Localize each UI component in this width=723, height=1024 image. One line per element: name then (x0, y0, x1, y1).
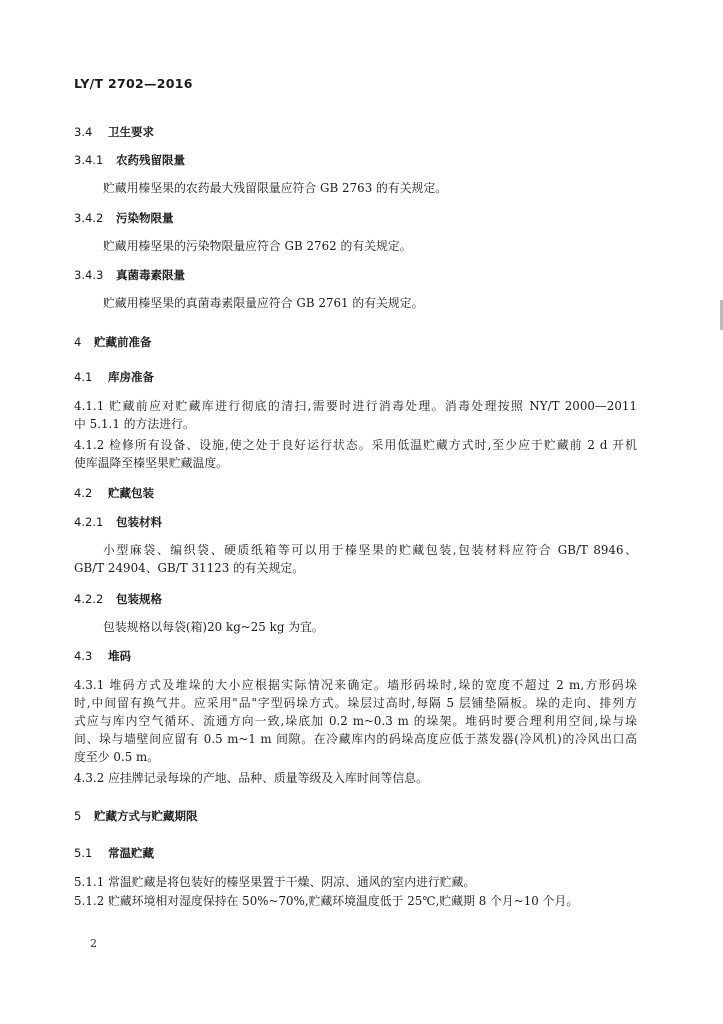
paragraph-4-1-2-line-2: 使库温降至榛坚果贮藏温度。 (74, 456, 229, 470)
section-number: 4.2.2 (74, 592, 104, 606)
heading-3-4 (74, 124, 154, 140)
heading-4-2-2 (74, 591, 162, 607)
paragraph-4-2-1-line-2: GB/T 24904、GB/T 31123 的有关规定。 (74, 561, 305, 575)
section-title: 堆码 (108, 649, 131, 663)
paragraph-5-1-1: 5.1.1 常温贮藏是将包装好的榛坚果置于干燥、阴凉、通风的室内进行贮藏。 (74, 875, 476, 889)
heading-3-4-2 (74, 210, 174, 226)
section-number: 4.2 (74, 486, 93, 500)
heading-5 (74, 808, 198, 824)
heading-4 (74, 334, 152, 350)
section-number: 5 (74, 809, 82, 823)
paragraph-4-2-1-line-1: 小型麻袋、编织袋、硬质纸箱等可以用于榛坚果的贮藏包装,包装材料应符合 GB/T 8946、 (103, 543, 637, 557)
heading-5-1 (74, 845, 154, 861)
section-number: 3.4 (74, 125, 93, 139)
paragraph-4-3-1-line-4: 间、垛与墙壁间应留有 0.5 m~1 m 间隙。在冷藏库内的码垛高度应低于蒸发器(冷风机)的冷风出口高 (74, 732, 637, 746)
section-title: 常温贮藏 (108, 846, 154, 860)
section-number: 4 (74, 335, 82, 349)
paragraph-4-1-1-line-1: 4.1.1 贮藏前应对贮藏库进行彻底的清扫,需要时进行消毒处理。消毒处理按照 NY/T 2000—2011 (74, 399, 637, 413)
paragraph-4-2-2: 包装规格以每袋(箱)20 kg~25 kg 为宜。 (103, 620, 324, 634)
section-number: 4.1 (74, 370, 93, 384)
page-number: 2 (90, 937, 97, 950)
paragraph-4-3-1-line-3: 式应与库内空气循环、流通方向一致,垛底加 0.2 m~0.3 m 的垛架。堆码时要合理利用空间,垛与垛 (74, 714, 637, 728)
standard-code-header: LY/T 2702—2016 (74, 76, 193, 91)
section-title: 贮藏包装 (108, 486, 154, 500)
section-number: 5.1 (74, 846, 93, 860)
section-title: 包装规格 (116, 592, 162, 606)
paragraph-4-3-2: 4.3.2 应挂牌记录每垛的产地、品种、质量等级及入库时间等信息。 (74, 771, 428, 785)
heading-4-2-1 (74, 514, 162, 530)
heading-4-2 (74, 485, 154, 501)
section-title: 贮藏前准备 (94, 335, 152, 349)
section-title: 农药残留限量 (116, 153, 185, 167)
section-title: 贮藏方式与贮藏期限 (94, 809, 198, 823)
paragraph-3-4-3: 贮藏用榛坚果的真菌毒素限量应符合 GB 2761 的有关规定。 (103, 296, 424, 310)
section-number: 3.4.1 (74, 153, 104, 167)
heading-4-3 (74, 648, 131, 664)
paragraph-4-3-1-line-5: 度至少 0.5 m。 (74, 750, 160, 764)
section-number: 3.4.2 (74, 211, 104, 225)
heading-3-4-1 (74, 152, 185, 168)
paragraph-3-4-1: 贮藏用榛坚果的农药最大残留限量应符合 GB 2763 的有关规定。 (103, 181, 448, 195)
section-title: 卫生要求 (108, 125, 154, 139)
section-title: 污染物限量 (116, 211, 174, 225)
section-number: 4.2.1 (74, 515, 104, 529)
paragraph-4-1-1-line-2: 中 5.1.1 的方法进行。 (74, 417, 195, 431)
section-title: 真菌毒素限量 (116, 268, 185, 282)
section-title: 库房准备 (108, 370, 154, 384)
heading-3-4-3 (74, 267, 185, 283)
paragraph-4-3-1-line-1: 4.3.1 堆码方式及堆垛的大小应根据实际情况来确定。墙形码垛时,垛的宽度不超过 2 m,方形码垛 (74, 678, 637, 692)
section-number: 4.3 (74, 649, 93, 663)
paragraph-4-1-2-line-1: 4.1.2 检修所有设备、设施,使之处于良好运行状态。采用低温贮藏方式时,至少应于贮藏前 2 d 开机 (74, 438, 637, 452)
paragraph-3-4-2: 贮藏用榛坚果的污染物限量应符合 GB 2762 的有关规定。 (103, 239, 412, 253)
section-title: 包装材料 (116, 515, 162, 529)
paragraph-5-1-2: 5.1.2 贮藏环境相对湿度保持在 50%~70%,贮藏环境温度低于 25℃,贮藏期 8 个月~10 个月。 (74, 894, 579, 908)
heading-4-1 (74, 369, 154, 385)
paragraph-4-3-1-line-2: 时,中间留有换气井。应采用"品"字型码垛方式。垛层过高时,每隔 5 层铺垫隔板。垛的走向、排列方 (74, 696, 637, 710)
section-number: 3.4.3 (74, 268, 104, 282)
